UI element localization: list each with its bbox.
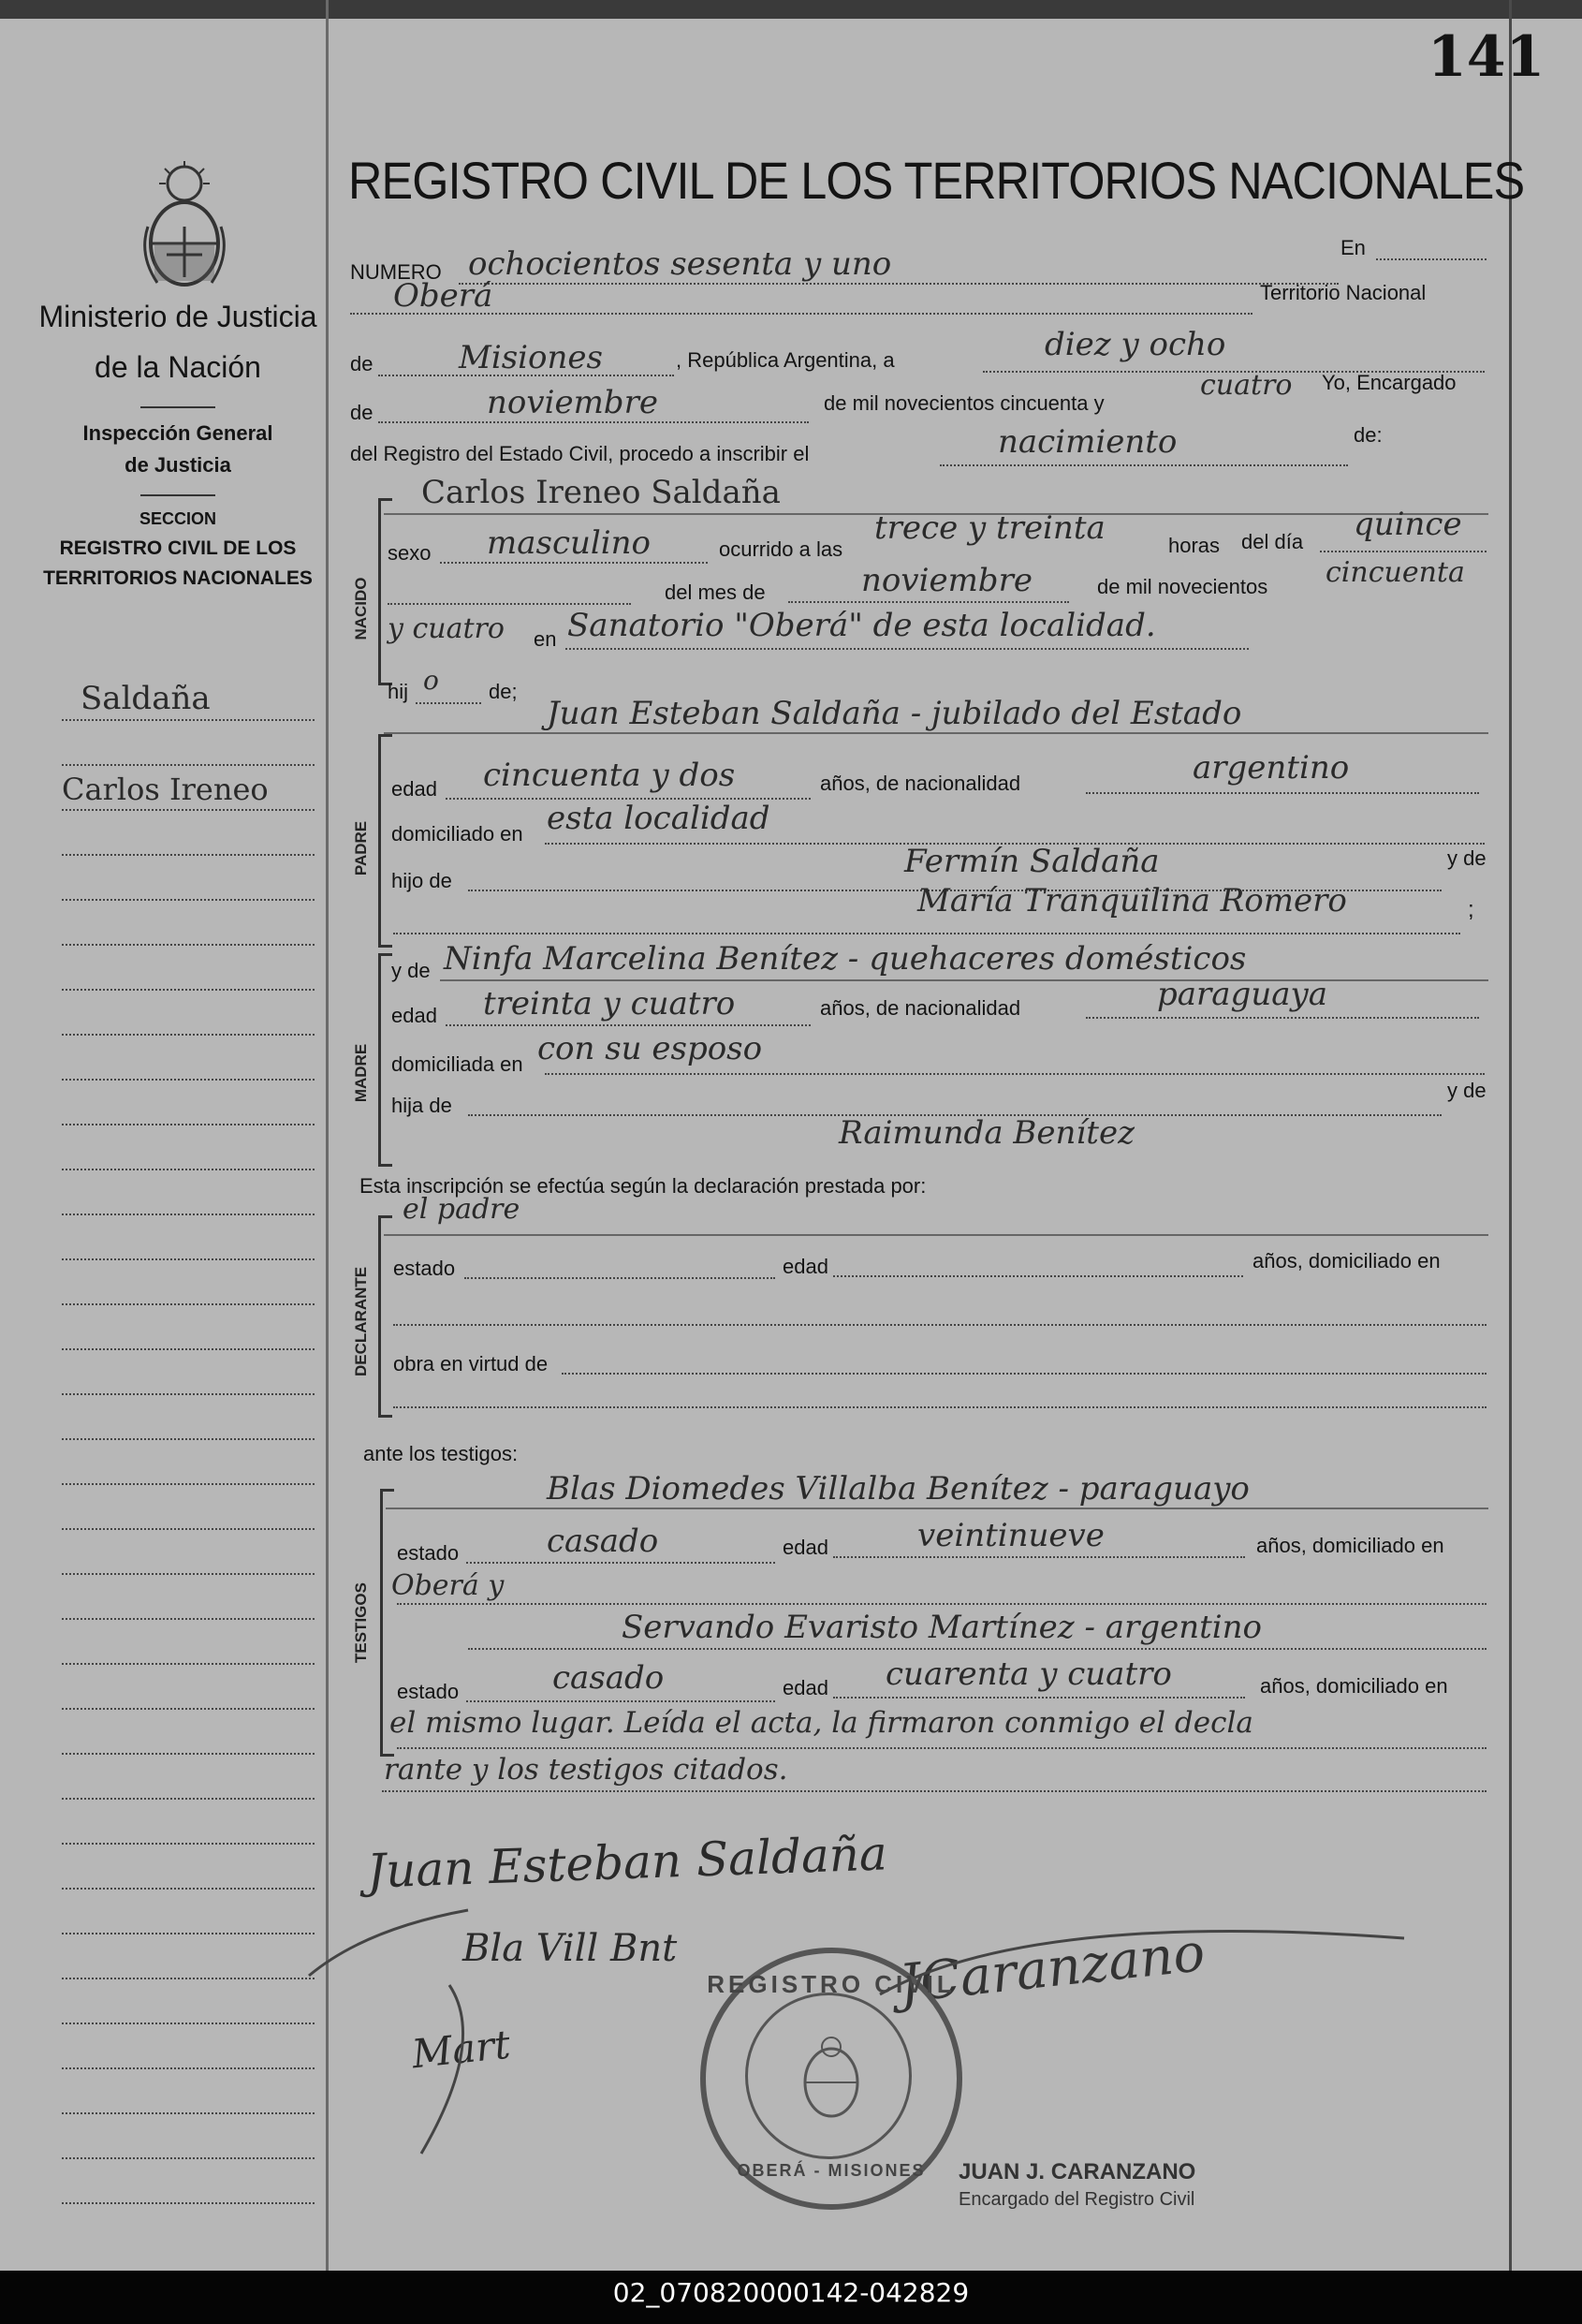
page-right-edge	[1509, 0, 1512, 2271]
day-value: diez y ocho	[1045, 326, 1226, 363]
signature-declarant: Juan Esteban Saldaña	[366, 1826, 888, 1899]
en-label: En	[1340, 236, 1366, 259]
padre-name-line	[384, 732, 1488, 734]
madre-nat-line	[1086, 1017, 1479, 1019]
hij-label: hij	[388, 680, 409, 703]
margin-rule	[62, 1393, 315, 1395]
margin-rule	[62, 2067, 315, 2069]
w2-estado: casado	[552, 1659, 665, 1697]
registry-stamp	[700, 1948, 962, 2210]
margin-rule	[62, 1753, 315, 1755]
de-colon-label: de:	[1354, 423, 1383, 447]
declarante-estado-label: estado	[393, 1257, 456, 1280]
section-label: SECCION	[139, 509, 216, 528]
nacido-row2-line	[388, 603, 631, 605]
madre-dom-value: con su esposo	[537, 1030, 763, 1067]
padre-father-value: Fermín Saldaña	[904, 843, 1160, 880]
madre-edad-label: edad	[391, 1004, 437, 1027]
sexo-value: masculino	[487, 524, 652, 562]
footer-image-id: 02_070820000142-042829	[612, 2277, 970, 2308]
day-line-nacido	[1320, 551, 1487, 552]
margin-rule	[62, 1348, 315, 1350]
inspection-line1: Inspección General	[82, 421, 273, 445]
act-line	[940, 464, 1348, 466]
madre-side-label: MADRE	[352, 1043, 370, 1103]
declarante-obra-line	[562, 1373, 1487, 1375]
nacido-name: Carlos Ireneo Saldaña	[421, 474, 781, 511]
padre-semicolon: ;	[1468, 897, 1474, 922]
encargado-label: Yo, Encargado	[1322, 371, 1457, 394]
nacido-month-value: noviembre	[861, 562, 1033, 599]
margin-rule	[62, 1618, 315, 1620]
month-line	[378, 421, 809, 423]
madre-dom-line	[545, 1073, 1485, 1075]
margin-rule	[62, 764, 315, 766]
margin-rule	[62, 1933, 315, 1934]
margin-rule	[62, 1079, 315, 1081]
padre-dom-value: esta localidad	[547, 800, 770, 837]
signature-witness1: Bla Vill Bnt	[462, 1927, 678, 1970]
sidebar-rule	[140, 406, 215, 408]
madre-dom-label: domiciliada en	[391, 1052, 523, 1076]
w2-estado-label: estado	[397, 1680, 460, 1703]
w1-name-line	[386, 1508, 1488, 1509]
margin-rule	[62, 1034, 315, 1036]
padre-nat-line	[1086, 792, 1479, 794]
closing-line2	[382, 1790, 1487, 1792]
place-line-nacido	[565, 648, 1249, 650]
act-value: nacimiento	[998, 423, 1178, 461]
declarante-obra-label: obra en virtud de	[393, 1352, 549, 1375]
hij-line	[416, 702, 481, 704]
signature-witness2: Mart	[409, 2021, 513, 2078]
hij-de-label: de;	[489, 680, 518, 703]
margin-rule	[62, 719, 315, 721]
w1-name: Blas Diomedes Villalba Benítez - paraguayo	[547, 1470, 1250, 1508]
section-line2: TERRITORIOS NACIONALES	[43, 567, 313, 589]
year-value: cuatro	[1200, 369, 1293, 402]
madre-name-line	[440, 979, 1488, 981]
margin-rule	[62, 1483, 315, 1485]
declarante-row2-line	[393, 1324, 1487, 1326]
sidebar-rule-2	[140, 494, 215, 496]
padre-edad-label: edad	[391, 777, 437, 801]
margin-rule	[62, 2157, 315, 2159]
margin-rule	[62, 1528, 315, 1530]
margin-rule	[62, 1169, 315, 1170]
stamp-text: REGISTRO CIVIL	[707, 1970, 956, 1998]
inspection-line2: de Justicia	[125, 453, 231, 477]
declarante-anos-label: años, domiciliado en	[1252, 1249, 1441, 1272]
madre-yde-label: y de	[391, 959, 431, 982]
madre-name: Ninfa Marcelina Benítez - quehaceres domésticos	[444, 940, 1247, 978]
madre-y-de: y de	[1447, 1079, 1487, 1102]
numero-line	[459, 283, 1339, 285]
registrar-title: Encargado del Registro Civil	[959, 2189, 1195, 2210]
nacido-day-value: quince	[1354, 506, 1462, 543]
padre-dom-label: domiciliado en	[391, 822, 523, 846]
month-line-nacido	[788, 601, 1069, 603]
w2-edad: cuarenta y cuatro	[886, 1655, 1172, 1693]
w2-anos-label: años, domiciliado en	[1260, 1674, 1448, 1698]
margin-rule	[62, 809, 315, 811]
padre-edad-value: cincuenta y dos	[483, 757, 736, 794]
padre-side-label: PADRE	[352, 820, 370, 876]
margin-rule	[62, 1888, 315, 1890]
sidebar-surname: Saldaña	[81, 680, 211, 717]
coat-of-arms-icon	[139, 161, 230, 290]
hour-value: trece y treinta	[874, 509, 1106, 547]
numero-label: NUMERO	[350, 260, 442, 284]
de-label: de	[350, 352, 374, 375]
padre-y-de: y de	[1447, 846, 1487, 870]
month-value: noviembre	[487, 384, 658, 421]
margin-rule	[62, 1663, 315, 1665]
madre-nat-value: paraguaya	[1157, 976, 1327, 1013]
w1-dom: Oberá y	[391, 1569, 505, 1602]
declarante-intro: Esta inscripción se efectúa según la declaración prestada por:	[359, 1174, 927, 1198]
republica-label: , República Argentina, a	[676, 348, 895, 372]
madre-mother-value: Raimunda Benítez	[839, 1114, 1135, 1152]
w1-estado-line	[466, 1562, 775, 1564]
ocurrido-label: ocurrido a las	[719, 537, 843, 561]
margin-rule	[62, 1303, 315, 1305]
hij-suffix: o	[423, 665, 439, 696]
padre-anos-label: años, de nacionalidad	[820, 772, 1021, 795]
w1-edad-line	[833, 1556, 1245, 1558]
declarante-estado-line	[464, 1277, 775, 1279]
w1-estado: casado	[547, 1522, 659, 1560]
margin-rule	[62, 944, 315, 946]
w1-anos-label: años, domiciliado en	[1256, 1534, 1444, 1557]
nacido-bracket	[378, 498, 392, 685]
padre-name: Juan Esteban Saldaña - jubilado del Estado	[547, 695, 1242, 732]
margin-rule	[62, 2022, 315, 2024]
numero-value: ochocientos sesenta y uno	[468, 245, 892, 283]
margin-rule	[62, 2202, 315, 2204]
en-line	[1376, 258, 1487, 260]
declarante-side-label: DECLARANTE	[352, 1266, 370, 1376]
page-title: REGISTRO CIVIL DE LOS TERRITORIOS NACIONALES	[348, 151, 1525, 210]
declarante-row4-line	[393, 1406, 1487, 1408]
margin-rule	[62, 1124, 315, 1125]
margin-rule	[62, 1708, 315, 1710]
nacido-place-value: Sanatorio "Oberá" de esta localidad.	[567, 607, 1156, 644]
w1-edad: veintinueve	[917, 1517, 1105, 1554]
closing-text-2: rante y los testigos citados.	[384, 1753, 788, 1787]
w1-estado-label: estado	[397, 1541, 460, 1565]
closing-text-1: el mismo lugar. Leída el acta, la firmaron conmigo el decla	[389, 1706, 1253, 1740]
closing-line1	[397, 1747, 1487, 1749]
nacido-year-part1: cincuenta	[1326, 556, 1465, 589]
nacido-milnov-label: de mil novecientos	[1097, 575, 1268, 598]
w2-estado-line	[466, 1700, 775, 1702]
margin-rule	[62, 1798, 315, 1800]
territorio-label: Territorio Nacional	[1260, 281, 1427, 304]
w2-edad-line	[833, 1697, 1245, 1699]
madre-bracket	[378, 953, 392, 1167]
declarante-value: el padre	[403, 1193, 520, 1226]
signature-registrar: JCaranzano	[896, 1922, 1208, 2015]
testigos-side-label: TESTIGOS	[352, 1582, 370, 1663]
province-value: Misiones	[459, 339, 603, 376]
nacido-year-part2: y cuatro	[388, 612, 505, 645]
margin-rule	[62, 899, 315, 901]
madre-anos-label: años, de nacionalidad	[820, 996, 1021, 1020]
ministry-line1: Ministerio de Justicia	[38, 300, 317, 333]
registrar-name: JUAN J. CARANZANO	[959, 2159, 1196, 2184]
del-mes-label: del mes de	[665, 581, 766, 604]
margin-rule	[62, 2112, 315, 2114]
margin-rule	[62, 1843, 315, 1845]
declarante-bracket	[378, 1215, 392, 1418]
margin-rule	[62, 1978, 315, 1979]
declarante-edad-line	[833, 1275, 1243, 1277]
padre-hijo-label: hijo de	[391, 869, 452, 892]
w1-edad-label: edad	[783, 1536, 828, 1559]
horas-label: horas	[1168, 534, 1221, 557]
madre-edad-value: treinta y cuatro	[483, 985, 736, 1022]
milnov-label: de mil novecientos cincuenta y	[824, 391, 1105, 415]
stamp-bottom-text: OBERÁ - MISIONES	[737, 2161, 926, 2180]
w2-edad-label: edad	[783, 1676, 828, 1699]
ministry-line2: de la Nación	[95, 350, 261, 384]
madre-hija-label: hija de	[391, 1094, 452, 1117]
sexo-line	[440, 562, 708, 564]
declarante-edad-label: edad	[783, 1255, 828, 1278]
madre-edad-line	[446, 1024, 811, 1026]
padre-nat-value: argentino	[1193, 749, 1350, 787]
padre-mother-line	[393, 933, 1460, 934]
padre-bracket	[378, 734, 392, 948]
testigos-intro: ante los testigos:	[363, 1442, 519, 1465]
padre-mother-value: María Tranquilina Romero	[917, 882, 1347, 919]
del-dia-label: del día	[1241, 530, 1304, 553]
de-label-2: de	[350, 401, 374, 424]
margin-rule	[62, 1438, 315, 1440]
w2-name: Servando Evaristo Martínez - argentino	[622, 1609, 1263, 1646]
declarante-value-line	[384, 1234, 1488, 1236]
section-line1: REGISTRO CIVIL DE LOS	[59, 537, 297, 559]
nacido-side-label: NACIDO	[352, 577, 370, 640]
w2-name-line	[468, 1648, 1487, 1650]
nacido-en-label: en	[534, 627, 557, 651]
margin-rule	[62, 989, 315, 991]
stamp-emblem-icon	[794, 2034, 869, 2124]
sexo-label: sexo	[388, 541, 432, 565]
margin-rule	[62, 1573, 315, 1575]
place-value: Oberá	[393, 277, 493, 315]
margin-rule	[62, 1258, 315, 1260]
registro-label: del Registro del Estado Civil, procedo a inscribir el	[350, 442, 810, 465]
margin-rule	[62, 1213, 315, 1215]
scan-top-edge	[0, 0, 1582, 19]
sidebar-given-names: Carlos Ireneo	[62, 772, 269, 807]
margin-rule	[62, 854, 315, 856]
page-number: 141	[1428, 24, 1545, 90]
w1-dom-line	[397, 1603, 1487, 1605]
